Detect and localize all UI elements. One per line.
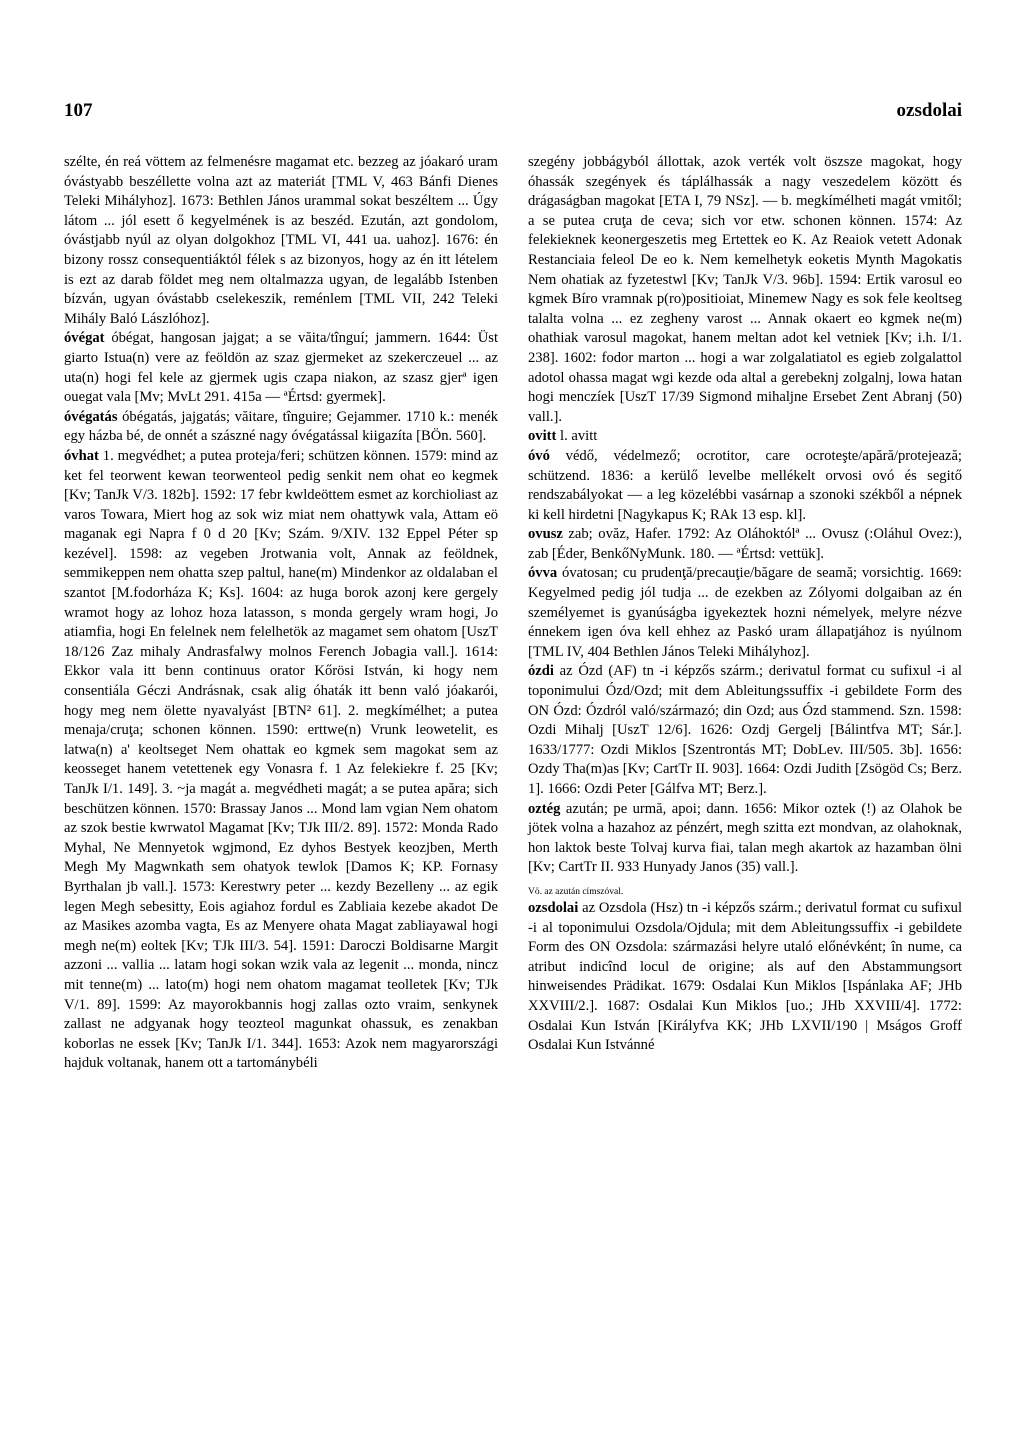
text-columns [64, 153, 962, 1074]
page-header [64, 100, 962, 140]
entry-text: szélte, én reá vöttem az felmenésre magamat etc. bezzeg az jóakaró uram óvástyabb beszéllette volna azt az materiát [TML V, 463 Bánfi Dienes Teleki Mihályhoz]. 1673: Bethlen János urammal sokat beszéltem ... Úgy látom ... jól esett ő kegyelmének is az beszéd. Ezután, azt gondolom, óvástjabb nyúl az olyan dolgokhoz [TML VI, 441 ua. uahoz]. 1676: én bizony rossz consequentiáktól félek s az bizonyos, hogy az én itt lételem is ezt az darab földet meg nem oltalmazza ugyan, de legalább Istenben bízván, ugyan óvástabb cselekeszik, reménlem [TML VII, 242 Teleki Mihály Baló Lászlóhoz]. [64, 154, 498, 327]
left-column [64, 153, 498, 1074]
entry-ovva [528, 564, 962, 662]
entry-ovitt [528, 427, 962, 447]
headword: oztég [528, 800, 561, 817]
entry-text: védő, védelmező; ocrotitor, care ocroteşte/apără/protejează; schützend. 1836: a kerülő levelbe mellékelt orvosi ovó és segitő rendszabályokat — a leg közelébbi vasárnap a szonoki székből a népnek ki kell hirdetni [Nagykapus K; RAk 13 esp. kl]. [528, 447, 962, 523]
entry-ovhat [64, 447, 498, 1074]
headword: óvégat [64, 330, 105, 347]
headword: óvva [528, 565, 558, 582]
entry-text: óvatosan; cu prudenţă/precauţie/băgare de seamă; vorsichtig. 1669: Kegyelmed pedig jól tudja ... de ezekben az Zólyomi dolgaiban az én személyemet is gyanúságba igyekeztek hozni némelyek, melyre nézve énnekem igen óva kell ehhez az Paskó uram állapatjához is nyúlnom [TML IV, 404 Bethlen János Teleki Mihályhoz]. [528, 565, 962, 660]
entry-ozteg [528, 800, 962, 878]
entry-ovo [528, 447, 962, 525]
headword: ózdi [528, 663, 554, 680]
entry-text: óbégatás, jajgatás; văitare, tînguire; Gejammer. 1710 k.: menék egy házba bé, de onnét a szászné nagy óvégatással kiigazíta [BÖn. 560]. [64, 408, 498, 445]
headword: óvó [528, 447, 550, 464]
entry-text: azután; pe urmă, apoi; dann. 1656: Mikor oztek (!) az Olahok be jötek volna a hazahoz az pénzért, megh szitta ezt mondvan, az olahoknak, hon laktok beste Tolvaj kurva fiai, talan megh akartok az hazamban ölni [Kv; CartTr II. 933 Hunyady Janos (35) vall.]. [528, 800, 962, 876]
headword: óvégatás [64, 408, 118, 425]
entry-continuation [528, 153, 962, 427]
entry-text: l. avitt [556, 428, 598, 445]
right-column [528, 153, 962, 1074]
cross-reference-note: Vö. az azután címszóval. [528, 886, 624, 897]
entry-text: 1. megvédhet; a putea proteja/feri; schützen können. 1579: mind az ket fel teorwent kewan teorwenteol pedig senkit nem ohat eo kegmek [Kv; TanJk V/3. 182b]. 1592: 17 febr kwldeöttem esmet az korchioliast az varos Towara, Miert hog az sok wiz miat nem ohattywk vala, Attam eö maganak egi Napra f 0 d 20 [Kv; Szám. 9/XIV. 132 Eppel Péter sp kezével]. 1598: az vegeben Jrotwania volt, Annak az feöldnek, semmikeppen nem ohatta szep paltul, hane(m) Mindenkor az oldalaban el szantot [M.fodorháza K; Ks]. 1604: az huga borok azonj kere gergely wramot hogy az lohoz hoza latasson, s monda gergely wram hogi, Jo atiamfia, hogi En felelnek nem felelhetök az magamet sem ohatom [UszT 18/126 Zaz mihaly Andrasfalwy molnos Ferench Jobagia vall.]. 1614: Ekkor vala itt benn continuus orator Kőrösi István, ki hogy nem consentiála Géczi Andrásnak, csak alig óhaták itt benn való jóakarói, hogy meg nem ölette nyavalyást [BTN² 61]. 2. megkímélhet; a putea menaja/cruţa; schonen können. 1590: erttwe(n) Vrunk leowetelit, es latwa(n) a' keoltseget Nem ohattak eo kgmek sem magokat sem az keosseget hanem vetettenek egy Vonasra f. 1 Az felekiekre f. 25 [Kv; TanJk I/1. 149]. 3. ~ja magát a. megvédheti magát; a se putea apăra; sich beschützen können. 1570: Brassay Janos ... Mond lam vgian Nem ohatom az szok bestie kwrwatol Magamat [Kv; TJk III/2. 89]. 1572: Monda Rado Myhal, Ne Mennyetok wgjmond, Ez dyhos Bestyek keozjben, Merth Megh My Magwnkath sem ohatyok tewlok [Damos K; KP. Fornasy Byrthalan jb vall.]. 1573: Kerestwry peter ... kezdy Bezelleny ... az egik legen Megh sebesitty, Eois agiahoz fordul es Zabliaia kezebe akadot De az Masikes azomba vagta, Es az Menyere ohata Magat zabliayawal hogi megh ne(m) eoltek [Kv; TJk III/3. 54]. 1591: Daroczi Boldisarne Margit azzoni ... vallia ... latam hogi sokan wzik vala az legenit ... monda, nincz mit tenne(m) ... lato(m) hogi nem ohatom magamat teolletek [Kv; TJk V/1. 89]. 1599: Az mayorokbannis hogj zallas ozto vraim, senkynek zallast ne adgyanak hogy teozteol magunkat ohassuk, es zenakban koborlas ne essek [Kv; TanJk I/1. 344]. 1653: Azok nem magyarországi hajduk voltanak, hanem ott a tartománybéli [64, 447, 498, 1072]
entry-text: az Ozsdola (Hsz) tn -i képzős szárm.; derivatul format cu sufixul -i al toponimului Ozsdola/Ojdula; mit dem Ableitungssuffix -i gebildete Form des ON Ozsdola: származási helyre utaló előnévként; în nume, ca atribut indicînd locul de origine; als auf den Abstammungsort hinweisendes Prädikat. 1679: Osdalai Kun Miklos [Ispánlaka AF; JHb XXVIII/2.]. 1687: Osdalai Kun Miklos [uo.; JHb XXVIII/4]. 1772: Osdalai Kun István [Királyfva KK; JHb LXVII/190 | Mságos Groff Osdalai Kun Istvánné [528, 899, 962, 1054]
entry-text: óbégat, hangosan jajgat; a se văita/tînguí; jammern. 1644: Üst giarto Istua(n) vere az feöldön az szaz gjermeket az szekerczeuel ... az uta(n) hogi fel kele az gjermek ugis czapa niakon, az szasz gjerª igen ouegat vala [Mv; MvLt 291. 415a — ªÉrtsd: gyermek]. [64, 330, 498, 406]
entry-ozsdolai [528, 899, 962, 1056]
headword: ovusz [528, 526, 563, 543]
headword: ozsdolai [528, 899, 579, 916]
headword: ovitt [528, 428, 557, 445]
entry-text: zab; ovăz, Hafer. 1792: Az Oláhoktólª ... Ovusz (:Oláhul Ovez:), zab [Éder, BenkőNyMunk. 180. — ªÉrtsd: vettük]. [528, 526, 962, 562]
entry-text: az Ózd (AF) tn -i képzős szárm.; derivatul format cu sufixul -i al toponimului Ózd/Ozd; mit dem Ableitungssuffix -i gebildete Form des ON Ózd: Ózdról való/származó; din Ozd; aus Ózd stammend. Szn. 1598: Ozdi Mihalj [UszT 12/6]. 1626: Ozdj Gergelj [Bálintfva MT; Sár.]. 1633/1777: Ozdi Miklos [Szentrontás MT; DobLev. III/505. 3b]. 1656: Ozdy Tha(m)as [Kv; CartTr II. 903]. 1664: Ozdi Judith [Zsögöd Cs; Berz. 1]. 1666: Ozdi Peter [Gálfva MT; Berz.]. [528, 663, 962, 797]
entry-ovegat [64, 329, 498, 407]
entry-continuation [64, 153, 498, 329]
entry-ovegatas [64, 408, 498, 447]
running-head: ozsdolai [896, 100, 962, 121]
entry-text: szegény jobbágyból állottak, azok verték volt öszsze magokat, hogy óhassák szegények és táplálhassák a nagy veszedelem között és drágaságban magokat [ETA I, 79 NSz]. — b. megkímélheti magát vmitől; a se putea cruţa de ceva; sich vor etw. schonen können. 1574: Az felekieknek keonergeszetis meg Ertettek eo K. Az Reaiok vetett Adonak Restanciaia feleol De eo k. Nem kemelhetyk eoketis Mynth Magokatis Nem ohatiak az fyzetestwl [Kv; TanJk V/3. 96b]. 1594: Ertik varosul eo kgmek Bíro vramnak p(ro)positioiat, Minemew Nagy es sok fele keoltseg talalta volna ... ez zegheny varost ... Annak okaert eo kgmek ne(m) ohathiak varosul magokat, hanem meltan adot kel vetniek [Kv; i.h. I/1. 238]. 1602: fodor marton ... hogi a war zolgalatiatol es egieb zolgalattol adotol ohassa magat wgi kezde oda altal a gerebeknj zolgalnj, lowa hatan hogi menczíek [UszT 17/39 Sigmond mihaljne Ersebet Zent Abranj (50) vall.]. [528, 154, 962, 425]
headword: óvhat [64, 447, 99, 464]
page-number: 107 [64, 100, 93, 121]
entry-ozdi [528, 662, 962, 799]
entry-ovusz [528, 525, 962, 564]
